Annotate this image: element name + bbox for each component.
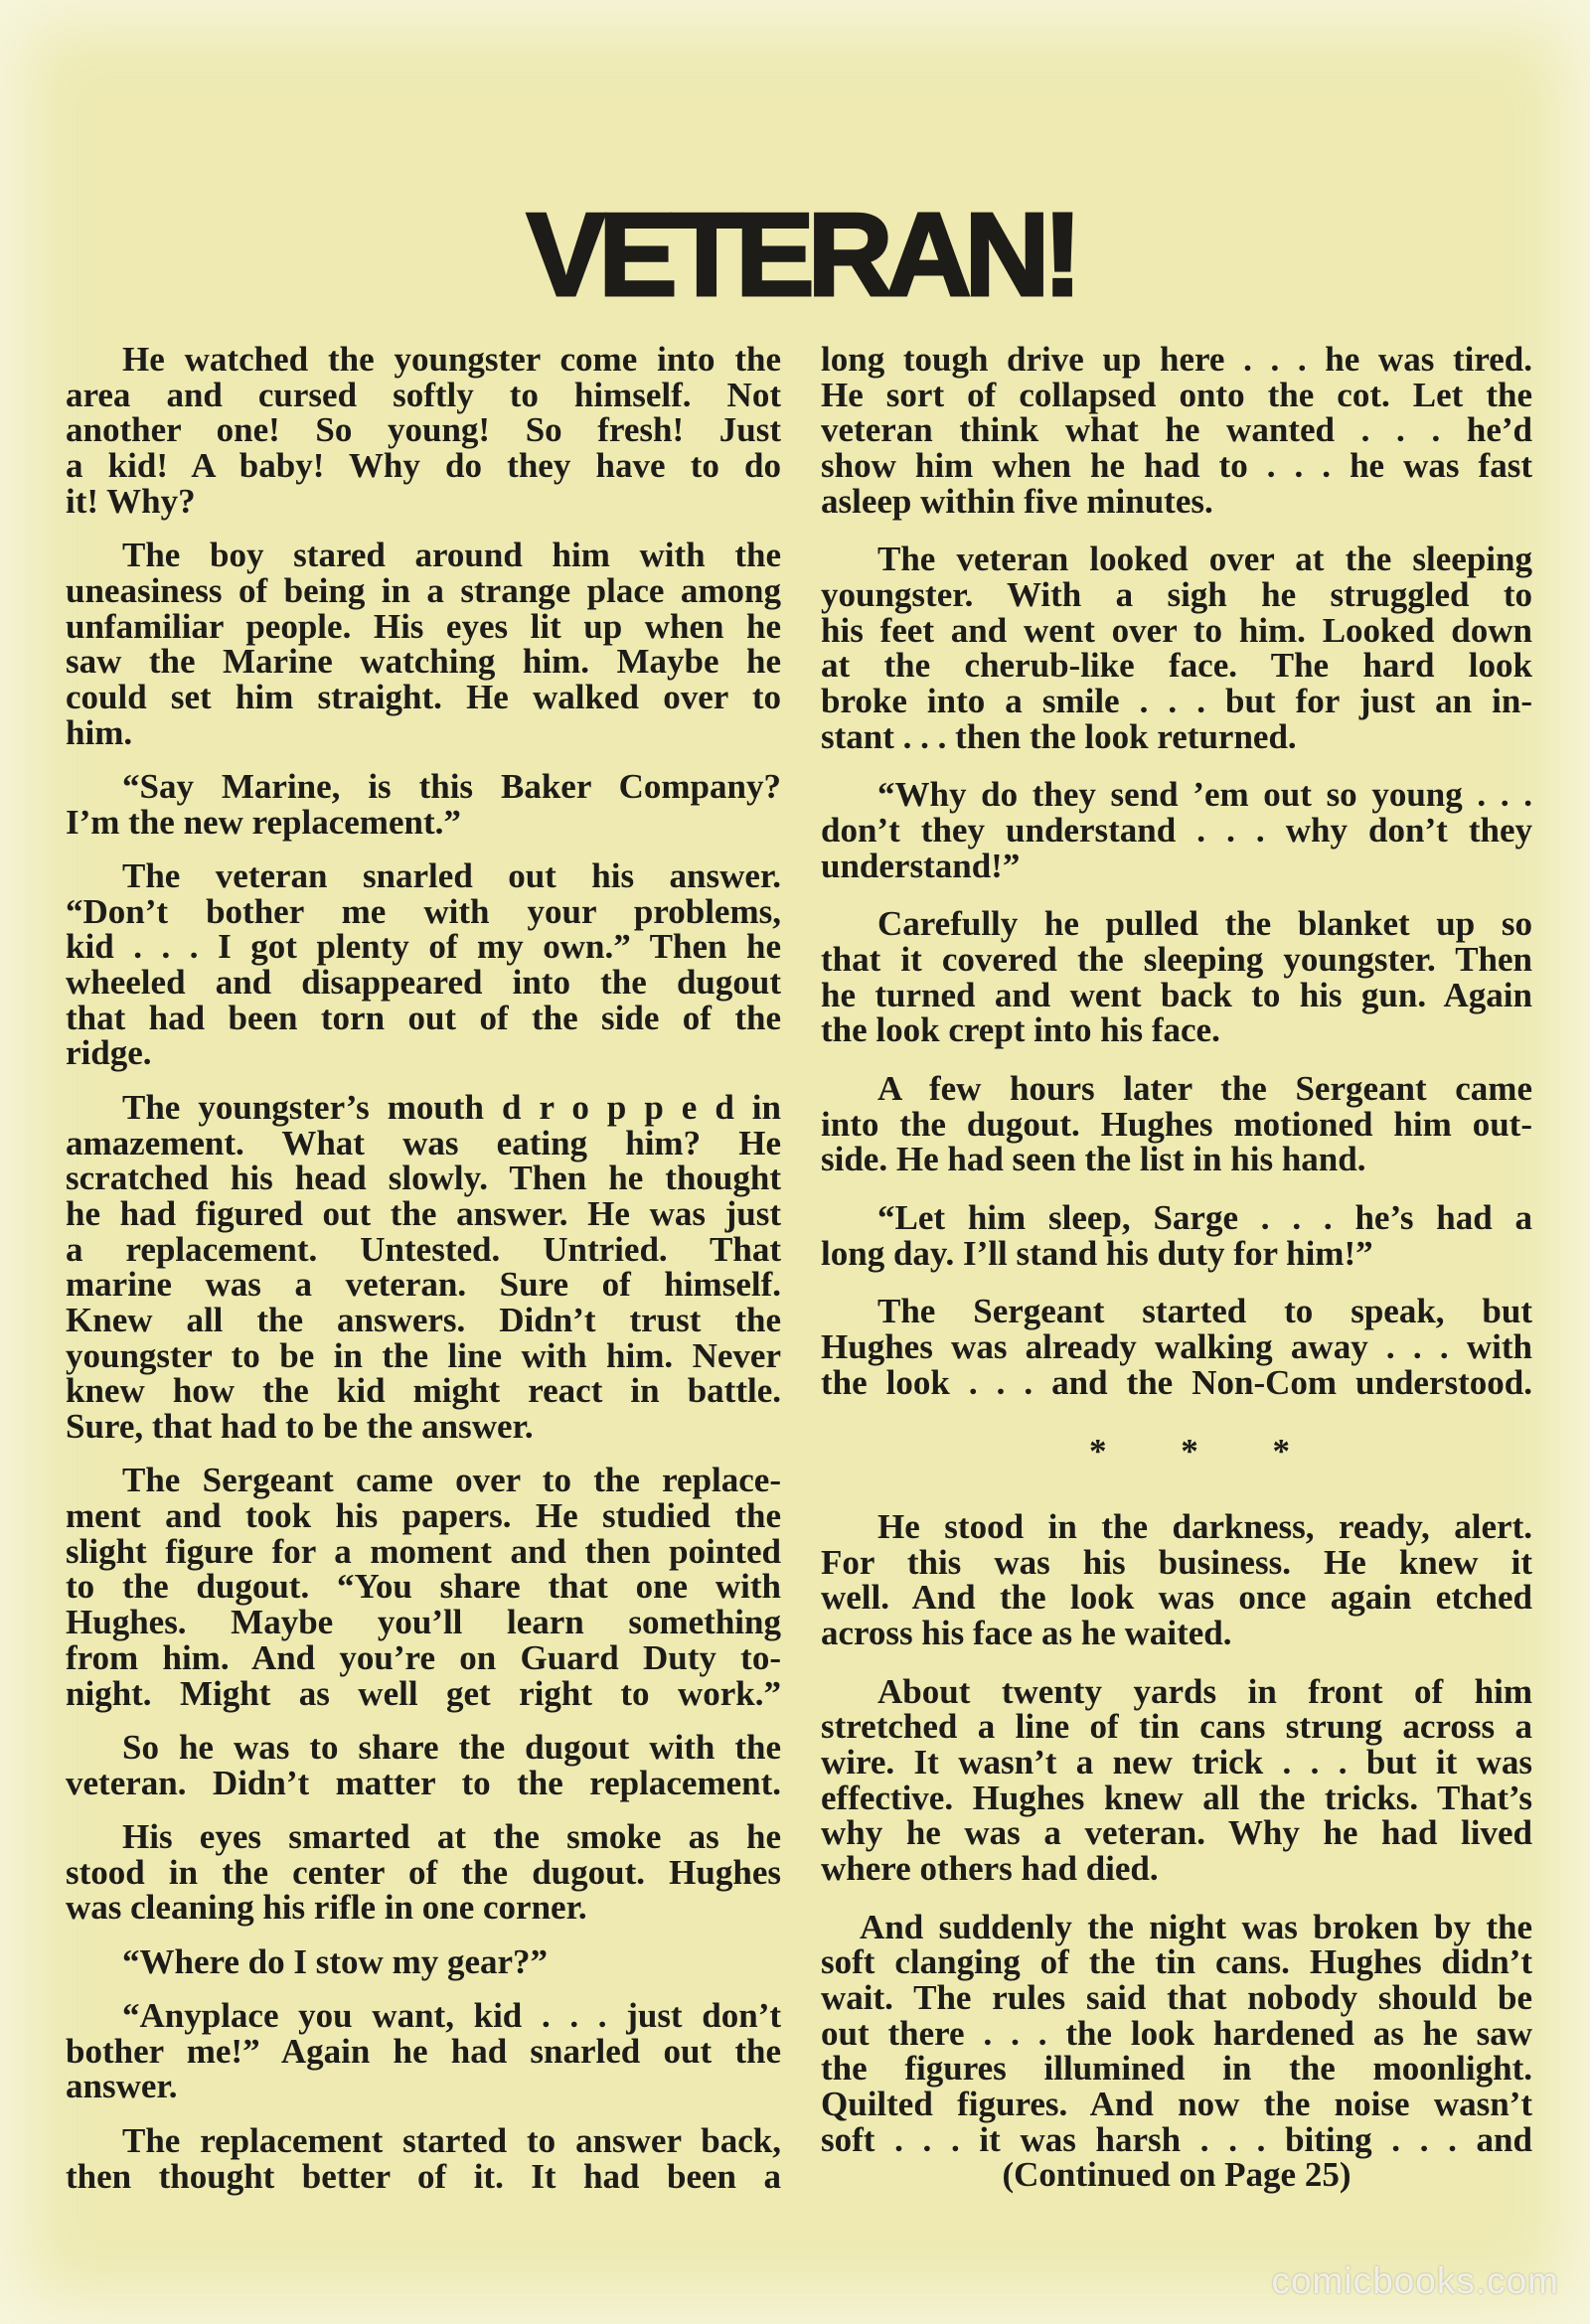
text-line: “Why do they send ’em out so young . . . bbox=[877, 775, 1532, 815]
text-line: The Sergeant came over to the replace- bbox=[122, 1461, 781, 1500]
continued-notice: (Continued on Page 25) bbox=[1002, 2155, 1352, 2195]
text-line: that it covered the sleeping youngster. Then bbox=[821, 939, 1532, 979]
text-line: bother me!” Again he had snarled out the bbox=[66, 2031, 781, 2071]
text-line: where others had died. bbox=[821, 1848, 1159, 1888]
text-line: “Where do I stow my gear?” bbox=[122, 1941, 549, 1981]
text-line: He stood in the darkness, ready, alert. bbox=[877, 1506, 1532, 1546]
text-line: wait. The rules said that nobody should be bbox=[821, 1977, 1532, 2017]
text-line: show him when he had to . . . he was fast bbox=[821, 446, 1532, 486]
text-line: long day. I’ll stand his duty for him!” bbox=[821, 1233, 1373, 1273]
text-line: effective. Hughes knew all the tricks. That’s bbox=[821, 1778, 1532, 1817]
text-line: it! Why? bbox=[66, 481, 196, 521]
left-column bbox=[66, 342, 781, 2194]
text-line: area and cursed softly to himself. Not bbox=[66, 375, 781, 414]
paragraph bbox=[821, 1068, 1532, 1179]
text-line: The veteran looked over at the sleeping bbox=[877, 540, 1532, 579]
text-line: a kid! A baby! Why do they have to do bbox=[66, 446, 781, 486]
text-line: wheeled and disappeared into the dugout bbox=[66, 963, 781, 1003]
text-line: “Let him sleep, Sarge . . . he’s had a bbox=[877, 1197, 1532, 1237]
text-line: The youngster’s mouth d r o p p e d in bbox=[122, 1087, 781, 1127]
text-line: youngster to be in the line with him. Never bbox=[66, 1335, 781, 1375]
text-line: amazement. What was eating him? He bbox=[66, 1123, 781, 1162]
text-line: He watched the youngster come into the bbox=[122, 340, 781, 379]
text-line: uneasiness of being in a strange place among bbox=[66, 570, 781, 610]
paragraph bbox=[821, 1294, 1532, 1400]
text-line: wire. It wasn’t a new trick . . . but it was bbox=[821, 1742, 1532, 1782]
text-line: Hughes. Maybe you’ll learn something bbox=[66, 1603, 781, 1642]
text-line: the look . . . and the Non-Com understood. bbox=[821, 1362, 1532, 1402]
text-line: long tough drive up here . . . he was tired. bbox=[821, 340, 1532, 379]
text-line: The Sergeant started to speak, but bbox=[877, 1292, 1532, 1331]
paragraph bbox=[821, 1907, 1532, 2159]
text-line: well. And the look was once again etched bbox=[821, 1578, 1532, 1618]
text-line: stretched a line of tin cans strung across a bbox=[821, 1707, 1532, 1747]
text-line: to the dugout. “You share that one with bbox=[66, 1567, 781, 1607]
text-line: answer. bbox=[66, 2067, 178, 2106]
text-line: He sort of collapsed onto the cot. Let the bbox=[821, 375, 1532, 414]
text-line: stant . . . then the look returned. bbox=[821, 716, 1297, 756]
text-line: knew how the kid might react in battle. bbox=[66, 1371, 781, 1411]
text-line: saw the Marine watching him. Maybe he bbox=[66, 642, 781, 682]
text-line: For this was his business. He knew it bbox=[821, 1542, 1532, 1582]
text-line: slight figure for a moment and then pointed bbox=[66, 1531, 781, 1571]
text-line: And suddenly the night was broken by the bbox=[860, 1907, 1532, 1946]
paragraph bbox=[66, 1941, 781, 1981]
text-line: marine was a veteran. Sure of himself. bbox=[66, 1265, 781, 1305]
paragraph bbox=[66, 1727, 781, 1802]
paragraph bbox=[821, 1197, 1532, 1273]
text-line: broke into a smile . . . but for just an in- bbox=[821, 682, 1532, 721]
paragraph bbox=[66, 1463, 781, 1711]
text-line: The boy stared around him with the bbox=[122, 536, 781, 575]
text-line: Sure, that had to be the answer. bbox=[66, 1407, 534, 1446]
text-line: stood in the center of the dugout. Hughes bbox=[66, 1852, 781, 1892]
paragraph bbox=[66, 1998, 781, 2104]
text-line: he turned and went back to his gun. Again bbox=[821, 975, 1532, 1014]
paragraph bbox=[821, 542, 1532, 754]
paragraph bbox=[66, 1087, 781, 1446]
paragraph bbox=[821, 906, 1532, 1048]
text-line: ridge. bbox=[66, 1033, 152, 1073]
text-line: understand!” bbox=[821, 846, 1021, 885]
text-line: youngster. With a sigh he struggled to bbox=[821, 575, 1532, 615]
text-line: So he was to share the dugout with the bbox=[122, 1727, 781, 1767]
watermark: comicbooks.com bbox=[1271, 2260, 1559, 2301]
paragraph bbox=[66, 342, 781, 519]
text-line: was cleaning his rifle in one corner. bbox=[66, 1888, 587, 1928]
text-line: soft clanging of the tin cans. Hughes didn’t bbox=[821, 1942, 1532, 1982]
right-column bbox=[821, 342, 1532, 2193]
text-line: side. He had seen the list in his hand. bbox=[821, 1140, 1366, 1179]
text-line: Knew all the answers. Didn’t trust the bbox=[66, 1300, 781, 1339]
text-line: don’t they understand . . . why don’t they bbox=[821, 811, 1532, 851]
text-line: I’m the new replacement.” bbox=[66, 802, 461, 842]
text-line: soft . . . it was harsh . . . biting . . . and bbox=[821, 2119, 1532, 2159]
paragraph bbox=[821, 1671, 1532, 1888]
text-line: the look crept into his face. bbox=[821, 1010, 1220, 1050]
section-break: * * * bbox=[1089, 1432, 1290, 1472]
page-title: VETERAN! bbox=[526, 189, 1076, 321]
text-line: that had been torn out of the side of the bbox=[66, 998, 781, 1037]
text-line: The veteran snarled out his answer. bbox=[122, 856, 781, 895]
text-line: could set him straight. He walked over to bbox=[66, 677, 781, 716]
text-line: Hughes was already walking away . . . with bbox=[821, 1326, 1532, 1366]
paragraph bbox=[66, 766, 781, 842]
text-line: at the cherub-like face. The hard look bbox=[821, 646, 1532, 686]
text-line: another one! So young! So fresh! Just bbox=[66, 410, 781, 450]
text-line: across his face as he waited. bbox=[821, 1613, 1232, 1652]
text-line: “Anyplace you want, kid . . . just don’t bbox=[122, 1996, 781, 2036]
text-line: into the dugout. Hughes motioned him out- bbox=[821, 1104, 1532, 1144]
text-line: About twenty yards in front of him bbox=[877, 1671, 1532, 1711]
text-line: out there . . . the look hardened as he saw bbox=[821, 2013, 1532, 2053]
text-line: his feet and went over to him. Looked down bbox=[821, 610, 1532, 650]
paragraph bbox=[66, 538, 781, 750]
text-line: His eyes smarted at the smoke as he bbox=[122, 1816, 781, 1856]
text-line: “Don’t bother me with your problems, bbox=[66, 891, 781, 931]
text-line: veteran think what he wanted . . . he’d bbox=[821, 410, 1532, 450]
paragraph bbox=[821, 777, 1532, 883]
text-line: Carefully he pulled the blanket up so bbox=[877, 904, 1532, 944]
text-line: kid . . . I got plenty of my own.” Then he bbox=[66, 927, 781, 967]
text-line: scratched his head slowly. Then he thought bbox=[66, 1159, 781, 1198]
text-line: he had figured out the answer. He was just bbox=[66, 1193, 781, 1233]
text-line: veteran. Didn’t matter to the replacement. bbox=[66, 1763, 781, 1802]
text-line: why he was a veteran. Why he had lived bbox=[821, 1813, 1532, 1853]
text-line: ment and took his papers. He studied the bbox=[66, 1496, 781, 1536]
paragraph bbox=[66, 858, 781, 1071]
paragraph bbox=[821, 342, 1532, 519]
text-line: a replacement. Untested. Untried. That bbox=[66, 1229, 781, 1269]
text-line: him. bbox=[66, 712, 133, 752]
text-line: the figures illumined in the moonlight. bbox=[821, 2049, 1532, 2089]
text-line: The replacement started to answer back, bbox=[122, 2120, 781, 2160]
text-line: night. Might as well get right to work.” bbox=[66, 1673, 781, 1713]
text-line: from him. And you’re on Guard Duty to- bbox=[66, 1637, 781, 1677]
paragraph bbox=[821, 1506, 1532, 1652]
text-line: asleep within five minutes. bbox=[821, 481, 1213, 521]
text-line: unfamiliar people. His eyes lit up when he bbox=[66, 606, 781, 646]
text-line: then thought better of it. It had been a bbox=[66, 2156, 781, 2196]
text-line: Quilted figures. And now the noise wasn’t bbox=[821, 2085, 1532, 2123]
paragraph bbox=[66, 2120, 781, 2196]
text-line: A few hours later the Sergeant came bbox=[877, 1068, 1532, 1108]
paragraph bbox=[66, 1816, 781, 1928]
text-line: “Say Marine, is this Baker Company? bbox=[122, 766, 781, 806]
